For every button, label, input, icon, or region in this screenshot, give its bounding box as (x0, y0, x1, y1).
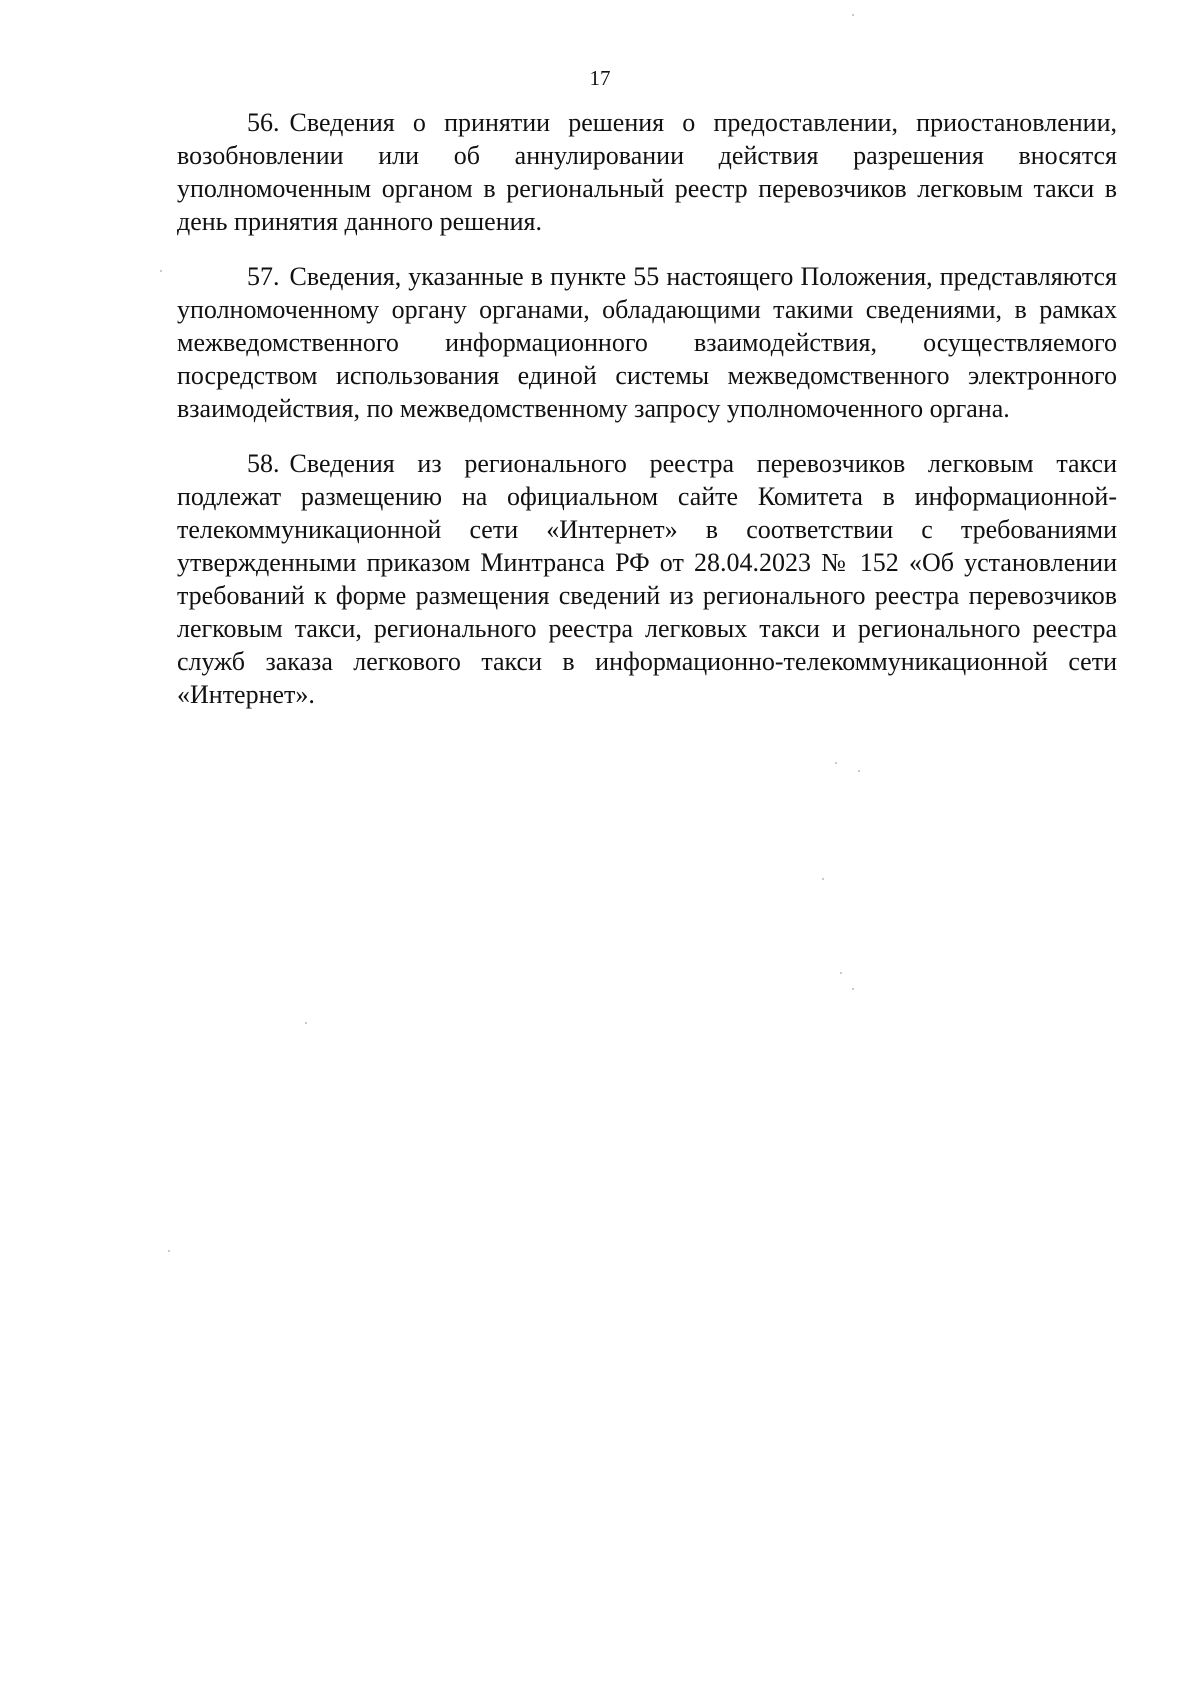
page-number: 17 (589, 66, 611, 90)
paragraph-number: 58. (247, 449, 280, 478)
scan-speck (305, 1022, 307, 1024)
scan-speck (840, 972, 842, 974)
scan-speck (858, 770, 860, 772)
paragraph-text: Сведения, указанные в пункте 55 настоящего Положения, представляются уполномоченному органу органами, обладающими такими сведениями, в рамках межведомственного информационного взаимодействия, осуществляемого посредством использования единой системы межведомственного электронного взаимодействия, по межведомственному запросу уполномоченного органа. (177, 262, 1117, 423)
paragraph-58 (177, 447, 1117, 711)
scan-speck (835, 762, 837, 764)
paragraph-text: Сведения из регионального реестра перевозчиков легковым такси подлежат размещению на официальном сайте Комитета в информационной-телекоммуникационной сети «Интернет» в соответствии с требованиями утвержденными приказом Минтранса РФ от 28.04.2023 № 152 «Об установлении требований к форме размещения сведений из регионального реестра перевозчиков легковым такси, регионального реестра легковых такси и регионального реестра служб заказа легкового такси в информационно-телекоммуникационной сети «Интернет». (177, 449, 1117, 709)
paragraph-text: Сведения о принятии решения о предоставлении, приостановлении, возобновлении или об аннулировании действия разрешения вносятся уполномоченным органом в региональный реестр перевозчиков легковым такси в день принятия данного решения. (177, 108, 1117, 236)
paragraph-57 (177, 260, 1117, 425)
scan-speck (168, 1250, 170, 1252)
paragraph-number: 57. (247, 262, 280, 291)
paragraph-number: 56. (247, 108, 280, 137)
scan-speck (852, 14, 854, 16)
document-body (177, 106, 1117, 733)
scan-speck (822, 878, 824, 880)
paragraph-56 (177, 106, 1117, 238)
scan-speck (852, 988, 854, 990)
scan-speck (160, 270, 162, 272)
